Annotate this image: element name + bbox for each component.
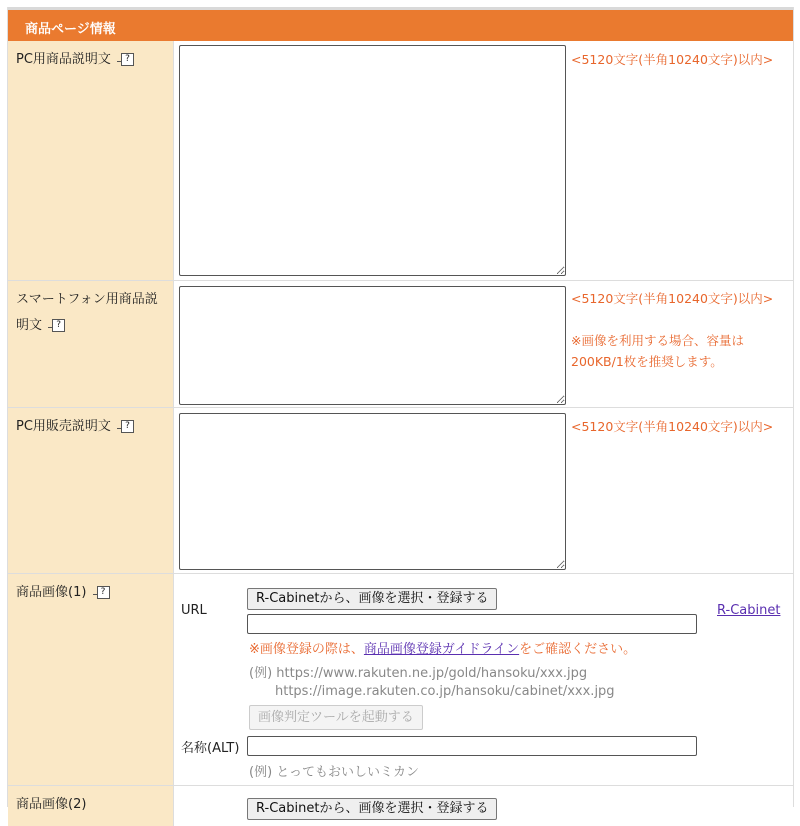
rcabinet-select-button[interactable]: R-Cabinetから、画像を選択・登録する xyxy=(247,588,497,610)
help-icon[interactable]: ? xyxy=(52,319,65,332)
row-smartphone-description xyxy=(8,281,793,408)
image2-label-cell xyxy=(8,786,174,826)
product-page-info-panel xyxy=(7,7,794,816)
pc-description-limit-note: <5120文字(半角10240文字)以内> xyxy=(571,52,774,67)
pc-sales-textarea[interactable] xyxy=(179,413,566,570)
guideline-link[interactable]: 商品画像登録ガイドライン xyxy=(363,642,520,657)
url-example-1: (例) https://www.rakuten.ne.jp/gold/hansoku/xxx.jpg xyxy=(249,666,588,681)
guideline-warning-suffix: をご確認ください。 xyxy=(519,642,637,657)
section-title: 商品ページ情報 xyxy=(25,22,116,37)
pc-description-textarea[interactable] xyxy=(179,45,566,276)
pc-description-label-cell xyxy=(8,41,174,280)
rcabinet-select-button-2[interactable]: R-Cabinetから、画像を選択・登録する xyxy=(247,798,497,820)
rcabinet-link[interactable]: R-Cabinet xyxy=(717,603,781,618)
sp-description-textarea[interactable] xyxy=(179,286,566,405)
help-icon[interactable]: ? xyxy=(97,586,110,599)
pc-sales-label: PC用販売説明文 xyxy=(16,419,111,434)
section-header xyxy=(8,7,793,41)
pc-sales-label-cell xyxy=(8,408,174,573)
help-icon[interactable]: ? xyxy=(121,420,134,433)
pc-description-label: PC用商品説明文 xyxy=(16,52,111,67)
row-pc-description xyxy=(8,41,793,281)
url-label: URL xyxy=(181,603,207,618)
row-pc-sales-description xyxy=(8,408,793,574)
guideline-warning xyxy=(249,638,636,657)
image-check-tool-button[interactable]: 画像判定ツールを起動する xyxy=(249,705,423,730)
url-example-2: https://image.rakuten.co.jp/hansoku/cabinet/xxx.jpg xyxy=(275,684,615,699)
alt-example: (例) とってもおいしいミカン xyxy=(249,765,420,780)
image-url-input[interactable] xyxy=(247,614,697,634)
sp-description-label-cell xyxy=(8,281,174,407)
alt-label: 名称(ALT) xyxy=(181,741,240,756)
row-product-image-2 xyxy=(8,786,793,826)
help-icon[interactable]: ? xyxy=(121,53,134,66)
image1-label-cell xyxy=(8,574,174,785)
image2-label: 商品画像(2) xyxy=(16,797,87,812)
sp-image-size-note: ※画像を利用する場合、容量は200KB/1枚を推奨します。 xyxy=(571,333,744,369)
row-product-image-1 xyxy=(8,574,793,786)
guideline-warning-prefix: ※画像登録の際は、 xyxy=(249,642,364,657)
pc-sales-limit-note: <5120文字(半角10240文字)以内> xyxy=(571,419,774,434)
sp-description-label: スマートフォン用商品説明文 xyxy=(16,292,158,333)
sp-description-limit-note: <5120文字(半角10240文字)以内> xyxy=(571,291,774,306)
image-alt-input[interactable] xyxy=(247,736,697,756)
image1-label: 商品画像(1) xyxy=(16,585,87,600)
